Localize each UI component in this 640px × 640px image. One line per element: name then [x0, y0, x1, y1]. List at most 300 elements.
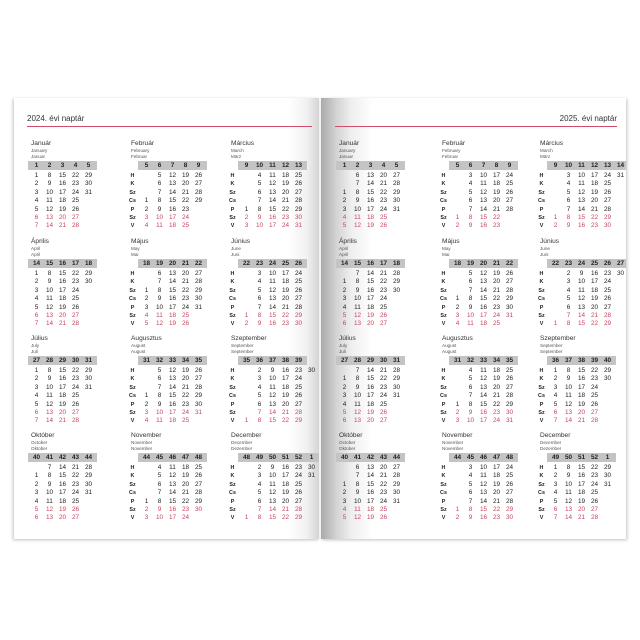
day-cell: 12: [45, 506, 54, 513]
day-cell: 20: [577, 409, 586, 416]
week-number: 40: [603, 356, 612, 364]
day-cell: 20: [181, 480, 190, 488]
day-cell: 18: [492, 367, 501, 374]
weekday-letter: Sz: [440, 481, 447, 488]
day-cell: 22: [281, 312, 290, 319]
day-cell: 15: [268, 417, 277, 425]
day-cell: 1: [244, 205, 249, 213]
day-cell: 5: [34, 400, 39, 408]
day-cell: 17: [366, 295, 375, 303]
week-number: 25: [281, 259, 290, 267]
month-name-english: August: [131, 343, 146, 348]
day-cell: 25: [294, 172, 303, 179]
day-cell: 17: [590, 172, 599, 179]
day-cell: 11: [269, 278, 276, 286]
day-cell: 8: [468, 295, 473, 303]
day-cell: 21: [181, 383, 190, 391]
day-cell: 9: [355, 489, 360, 497]
day-cell: 21: [492, 205, 501, 213]
week-number: 42: [366, 453, 375, 461]
weekday-letter: Sz: [229, 410, 236, 416]
week-number: 11: [578, 161, 585, 169]
day-cell: 28: [294, 303, 303, 311]
day-cell: 28: [71, 320, 80, 328]
day-cell: 24: [603, 172, 612, 179]
day-cell: 25: [181, 312, 190, 319]
day-cell: 11: [354, 214, 361, 221]
day-cell: 13: [577, 303, 586, 311]
weekday-letter: P: [441, 401, 446, 408]
day-cell: 31: [84, 383, 93, 391]
day-cell: 23: [181, 205, 190, 213]
day-cell: 15: [58, 367, 67, 374]
day-cell: 4: [257, 480, 262, 488]
day-cell: 26: [294, 180, 303, 188]
week-number: 17: [379, 259, 388, 267]
month-block: [128, 335, 226, 427]
week-number: 16: [366, 259, 375, 267]
day-cell: 1: [34, 172, 39, 179]
month-name-english: June: [540, 246, 550, 251]
day-cell: 29: [392, 188, 401, 196]
day-cell: 6: [157, 375, 162, 383]
day-cell: 24: [281, 222, 290, 230]
week-number: 13: [603, 161, 612, 169]
week-number: 43: [71, 453, 80, 461]
day-cell: 9: [270, 464, 275, 471]
day-cell: 5: [157, 172, 162, 179]
week-number: 32: [466, 356, 475, 364]
day-cell: 8: [566, 464, 571, 471]
day-cell: 3: [553, 480, 558, 488]
day-cell: 28: [194, 383, 203, 391]
day-cell: 21: [379, 472, 388, 480]
weekday-letter: Sz: [440, 507, 447, 513]
day-cell: 13: [479, 489, 488, 497]
day-cell: 15: [479, 214, 488, 221]
day-cell: 18: [366, 303, 375, 311]
week-number: 48: [194, 453, 203, 461]
day-cell: 21: [58, 417, 67, 425]
day-cell: 13: [268, 400, 277, 408]
weekday-letter: P: [441, 206, 446, 213]
day-cell: 24: [294, 270, 303, 277]
day-cell: 29: [603, 214, 612, 221]
day-cell: 27: [194, 480, 203, 488]
day-cell: 15: [479, 295, 488, 303]
week-number: 40: [32, 453, 41, 461]
weekday-letter: H: [130, 368, 135, 374]
day-cell: 28: [505, 497, 514, 505]
day-cell: 2: [455, 303, 460, 311]
day-cell: 4: [342, 303, 347, 311]
week-number: 3: [368, 161, 373, 169]
day-cell: 4: [144, 417, 149, 425]
day-cell: 12: [479, 270, 488, 277]
day-cell: 19: [181, 172, 190, 179]
day-cell: 6: [468, 278, 473, 286]
day-cell: 22: [181, 197, 190, 205]
day-cell: 8: [47, 367, 52, 374]
day-cell: 1: [244, 514, 249, 522]
weekday-letter: P: [539, 498, 544, 505]
day-cell: 23: [590, 375, 599, 383]
day-cell: 20: [181, 375, 190, 383]
weekday-letter: H: [230, 465, 235, 471]
day-cell: 29: [603, 367, 612, 374]
day-cell: 23: [379, 383, 388, 391]
week-number: 41: [353, 453, 362, 461]
day-cell: 20: [58, 514, 67, 522]
week-number: 48: [242, 453, 251, 461]
month-name-german: April: [31, 252, 41, 257]
day-cell: 8: [157, 497, 162, 505]
day-cell: 27: [194, 375, 203, 383]
month-name-german: Januar: [31, 154, 46, 159]
day-cell: 18: [58, 497, 67, 505]
day-cell: 19: [281, 286, 290, 294]
day-cell: 15: [366, 480, 375, 488]
week-number: 19: [155, 259, 164, 267]
day-cell: 17: [366, 497, 375, 505]
day-cell: 3: [144, 303, 149, 311]
weekday-letter: Sz: [229, 189, 236, 196]
day-cell: 13: [168, 480, 177, 488]
day-cell: 3: [342, 295, 347, 303]
day-cell: 25: [505, 472, 514, 480]
day-cell: 1: [342, 480, 347, 488]
day-cell: 25: [71, 497, 80, 505]
day-cell: 30: [294, 320, 303, 328]
day-cell: 1: [553, 464, 558, 471]
day-cell: 27: [590, 409, 599, 416]
day-cell: 10: [45, 188, 54, 196]
day-cell: 6: [257, 497, 262, 505]
day-cell: 31: [294, 222, 303, 230]
week-number: 35: [505, 356, 514, 364]
day-cell: 13: [366, 464, 375, 471]
weekday-letter: Sz: [538, 410, 545, 416]
day-cell: 15: [577, 320, 586, 328]
weekday-letter: H: [441, 173, 446, 179]
day-cell: 28: [590, 417, 599, 425]
day-cell: 5: [342, 312, 347, 319]
day-cell: 6: [34, 312, 39, 319]
day-cell: 29: [603, 320, 612, 328]
day-cell: 25: [71, 392, 80, 400]
day-cell: 2: [257, 464, 262, 471]
day-cell: 4: [342, 506, 347, 513]
day-cell: 6: [257, 188, 262, 196]
day-cell: 16: [168, 506, 177, 513]
day-cell: 5: [157, 472, 162, 480]
week-number: 1: [309, 453, 314, 461]
day-cell: 16: [58, 278, 67, 286]
day-cell: 18: [492, 180, 501, 188]
month-block: [537, 432, 626, 524]
day-cell: 3: [566, 172, 571, 179]
day-cell: 23: [294, 464, 303, 471]
week-number: 15: [353, 259, 362, 267]
day-cell: 29: [194, 197, 203, 205]
week-number: 7: [170, 161, 175, 169]
day-cell: 4: [553, 392, 558, 400]
day-cell: 27: [392, 172, 401, 179]
day-cell: 2: [34, 375, 39, 383]
day-cell: 21: [281, 197, 290, 205]
week-number: 39: [590, 356, 599, 364]
day-cell: 8: [468, 214, 473, 221]
weekday-letter: Cs: [538, 198, 545, 205]
day-cell: 29: [294, 205, 303, 213]
week-number: 5: [86, 161, 91, 169]
week-number: 52: [590, 453, 599, 461]
weekday-letter: V: [130, 223, 135, 230]
day-cell: 19: [281, 180, 290, 188]
day-cell: 17: [492, 464, 501, 471]
page-title: 2025. évi naptár: [559, 114, 617, 123]
day-cell: 19: [577, 497, 586, 505]
day-cell: 1: [34, 270, 39, 277]
day-cell: 15: [58, 270, 67, 277]
day-cell: 9: [257, 320, 262, 328]
day-cell: 7: [157, 278, 162, 286]
day-cell: 28: [505, 392, 514, 400]
day-cell: 27: [71, 214, 80, 221]
weekday-letter: Sz: [229, 215, 236, 221]
day-cell: 5: [34, 303, 39, 311]
day-cell: 19: [168, 320, 177, 328]
day-cell: 15: [58, 472, 67, 480]
day-cell: 7: [34, 222, 39, 230]
day-cell: 8: [468, 400, 473, 408]
day-cell: 20: [58, 214, 67, 221]
day-cell: 27: [294, 497, 303, 505]
week-number: 32: [155, 356, 164, 364]
day-cell: 15: [268, 205, 277, 213]
day-cell: 23: [71, 480, 80, 488]
day-cell: 3: [34, 383, 39, 391]
day-cell: 2: [144, 295, 149, 303]
day-cell: 15: [366, 375, 375, 383]
day-cell: 8: [257, 312, 262, 319]
day-cell: 16: [577, 222, 586, 230]
weekday-letter: H: [130, 173, 135, 179]
month-block: [439, 432, 537, 524]
month-name-german: März: [231, 154, 242, 159]
day-cell: 28: [294, 197, 303, 205]
day-cell: 8: [47, 472, 52, 480]
week-number: 1: [34, 161, 39, 169]
day-cell: 18: [58, 392, 67, 400]
day-cell: 20: [58, 312, 67, 319]
weekday-letter: P: [230, 498, 235, 505]
weekday-letter: V: [230, 418, 235, 425]
day-cell: 11: [480, 472, 487, 480]
month-block: [128, 140, 226, 232]
day-cell: 23: [590, 472, 599, 480]
day-cell: 10: [577, 278, 586, 286]
weekday-letter: Sz: [538, 507, 545, 513]
day-cell: 3: [34, 188, 39, 196]
month-name: Május: [442, 238, 460, 245]
day-cell: 6: [257, 295, 262, 303]
day-cell: 2: [455, 222, 460, 230]
day-cell: 14: [168, 489, 177, 497]
day-cell: 20: [577, 506, 586, 513]
day-cell: 27: [505, 197, 514, 205]
day-cell: 17: [268, 222, 277, 230]
weekday-letter: Sz: [129, 410, 136, 416]
month-name-english: October: [339, 440, 356, 445]
day-cell: 23: [492, 409, 501, 416]
week-number: 22: [551, 259, 560, 267]
day-cell: 9: [157, 400, 162, 408]
day-cell: 14: [564, 417, 573, 425]
week-number: 29: [366, 356, 375, 364]
day-cell: 19: [366, 312, 375, 319]
weekday-letter: Cs: [440, 490, 447, 497]
weekday-letter: V: [230, 515, 235, 522]
month-name: Március: [540, 140, 564, 147]
day-cell: 24: [181, 214, 190, 221]
day-cell: 5: [257, 286, 262, 294]
month-name-german: Oktober: [339, 446, 356, 451]
day-cell: 18: [366, 506, 375, 513]
day-cell: 22: [492, 506, 501, 513]
month-name-german: Mai: [442, 252, 450, 257]
day-cell: 17: [58, 188, 67, 196]
day-cell: 24: [71, 383, 80, 391]
day-cell: 10: [268, 270, 277, 277]
week-number: 49: [255, 453, 264, 461]
week-number: 3: [60, 161, 65, 169]
day-cell: 22: [71, 367, 80, 374]
day-cell: 9: [157, 295, 162, 303]
day-cell: 7: [47, 464, 52, 471]
weekday-letter: V: [539, 418, 544, 425]
week-number: 36: [255, 356, 264, 364]
week-number: 39: [294, 356, 303, 364]
day-cell: 31: [392, 497, 401, 505]
day-cell: 28: [194, 278, 203, 286]
week-number: 51: [281, 453, 290, 461]
month-name-english: June: [231, 246, 241, 251]
day-cell: 13: [45, 214, 54, 221]
day-cell: 31: [392, 392, 401, 400]
weekday-letter: H: [130, 465, 135, 471]
day-cell: 12: [168, 172, 177, 179]
day-cell: 21: [281, 409, 290, 416]
day-cell: 20: [492, 383, 501, 391]
day-cell: 8: [47, 172, 52, 179]
day-cell: 16: [168, 295, 177, 303]
day-cell: 10: [155, 214, 164, 221]
day-cell: 5: [342, 222, 347, 230]
day-cell: 12: [564, 497, 573, 505]
month-block: [228, 238, 319, 330]
day-cell: 11: [354, 506, 361, 513]
month-name: Február: [442, 140, 466, 147]
day-cell: 9: [355, 286, 360, 294]
day-cell: 20: [366, 417, 375, 425]
weekday-letter: Cs: [440, 393, 447, 400]
day-cell: 25: [603, 180, 612, 188]
day-cell: 27: [603, 303, 612, 311]
day-cell: 24: [379, 497, 388, 505]
day-cell: 22: [590, 464, 599, 471]
day-cell: 8: [468, 506, 473, 513]
day-cell: 10: [255, 222, 264, 230]
day-cell: 11: [565, 489, 572, 497]
day-cell: 7: [468, 286, 473, 294]
day-cell: 22: [590, 214, 599, 221]
day-cell: 6: [355, 464, 360, 471]
day-cell: 25: [294, 383, 303, 391]
day-cell: 26: [505, 188, 514, 196]
month-name-german: Juni: [231, 252, 240, 257]
day-cell: 31: [392, 205, 401, 213]
month-name-english: March: [540, 148, 553, 153]
day-cell: 21: [590, 312, 599, 319]
day-cell: 11: [46, 197, 53, 205]
day-cell: 7: [157, 489, 162, 497]
day-cell: 12: [268, 489, 277, 497]
month-name-english: November: [131, 440, 153, 445]
day-cell: 29: [392, 480, 401, 488]
day-cell: 24: [71, 188, 80, 196]
weekday-letter: K: [230, 376, 235, 383]
day-cell: 17: [479, 312, 488, 319]
day-cell: 4: [157, 464, 162, 471]
week-number: 9: [244, 161, 249, 169]
week-number: 9: [196, 161, 201, 169]
day-cell: 6: [157, 480, 162, 488]
week-number: 49: [551, 453, 560, 461]
week-number: 12: [590, 161, 599, 169]
day-cell: 3: [342, 392, 347, 400]
weekday-letter: K: [230, 279, 235, 286]
day-cell: 15: [268, 514, 277, 522]
day-cell: 25: [603, 286, 612, 294]
day-cell: 5: [144, 320, 149, 328]
month-name-english: May: [442, 246, 451, 251]
day-cell: 6: [468, 383, 473, 391]
month-name-english: October: [31, 440, 48, 445]
day-cell: 25: [71, 197, 80, 205]
week-number: 13: [294, 161, 303, 169]
day-cell: 12: [353, 222, 362, 230]
day-cell: 22: [71, 270, 80, 277]
month-name-english: May: [131, 246, 140, 251]
day-cell: 26: [71, 400, 80, 408]
day-cell: 28: [392, 270, 401, 277]
day-cell: 29: [603, 464, 612, 471]
day-cell: 18: [492, 472, 501, 480]
day-cell: 1: [553, 214, 558, 221]
day-cell: 13: [479, 278, 488, 286]
day-cell: 29: [194, 286, 203, 294]
day-cell: 11: [269, 383, 276, 391]
day-cell: 22: [590, 367, 599, 374]
week-number: 40: [340, 453, 349, 461]
week-number: 14: [32, 259, 41, 267]
weekday-letter: Cs: [440, 296, 447, 303]
day-cell: 11: [156, 417, 163, 425]
weekday-letter: H: [539, 173, 544, 179]
month-name-german: Mai: [131, 252, 139, 257]
weekday-letter: H: [441, 271, 446, 277]
